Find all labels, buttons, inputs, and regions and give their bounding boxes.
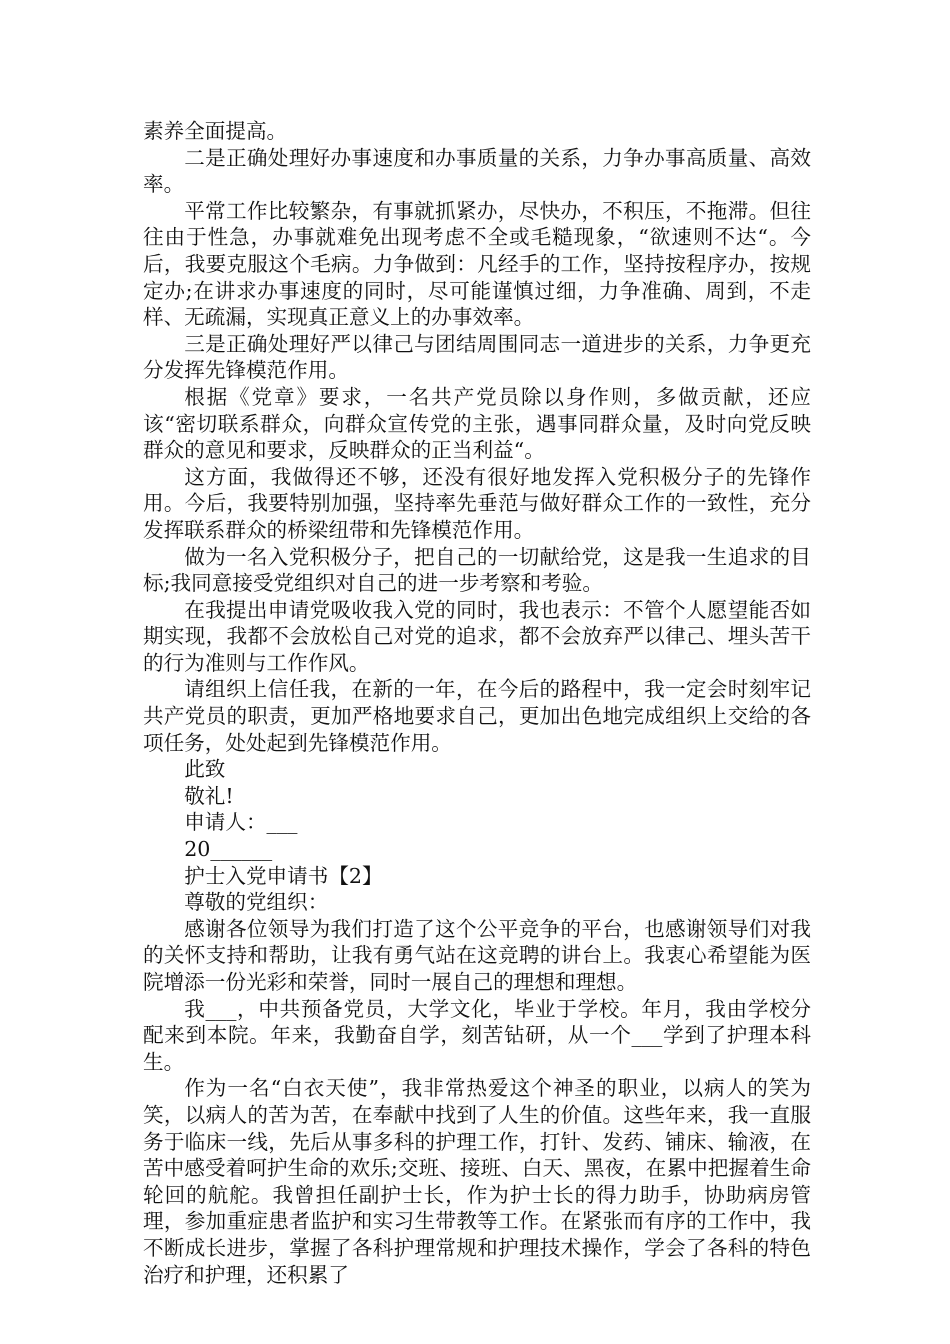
paragraph-12: 作为一名“白衣天使”，我非常热爱这个神圣的职业，以病人的笑为笑，以病人的苦为苦，在奉献中找到了人生的价值。这些年来，我一直服务于临床一线，先后从事多科的护理工作，打针、发药、铺床、输液，在苦中感受着呵护生命的欢乐;交班、接班、白天、黑夜，在累中把握着生命轮回的航舵。我曾担任副护士长，作为护士长的得力助手，协助病房管理，参加重症患者监护和实习生带教等工作。在紧张而有序的工作中，我不断成长进步，掌握了各科护理常规和护理技术操作，学会了各科的特色治疗和护理，还积累了 [143, 1076, 811, 1287]
salutation: 尊敬的党组织： [184, 890, 329, 915]
closing-line-2: 敬礼! [184, 783, 234, 808]
paragraph-11: 我___，中共预备党员，大学文化，毕业于学校。年月，我由学校分配来到本院。年来，我勤奋自学，刻苦钻研，从一个___学到了护理本科生。 [143, 996, 811, 1074]
paragraph-4: 三是正确处理好严以律己与团结周围同志一道进步的关系，力争更充分发挥先锋模范作用。 [143, 331, 811, 383]
closing-line-1: 此致 [184, 757, 226, 782]
date-line: 20______ [184, 837, 273, 862]
paragraph-2: 二是正确处理好办事速度和办事质量的关系，力争办事高质量、高效率。 [143, 145, 811, 197]
section-title: 护士入党申请书【2】 [184, 863, 383, 888]
applicant-line: 申请人：___ [184, 810, 298, 835]
paragraph-6: 这方面，我做得还不够，还没有很好地发挥入党积极分子的先锋作用。今后，我要特别加强，坚持率先垂范与做好群众工作的一致性，充分发挥联系群众的桥梁纽带和先锋模范作用。 [143, 464, 811, 542]
paragraph-8: 在我提出申请党吸收我入党的同时，我也表示：不管个人愿望能否如期实现，我都不会放松自己对党的追求，都不会放弃严以律己、埋头苦干的行为准则与工作作风。 [143, 597, 811, 675]
paragraph-1: 素养全面提高。 [143, 119, 288, 143]
paragraph-5: 根据《党章》要求，一名共产党员除以身作则，多做贡献，还应该“密切联系群众，向群众宣传党的主张，遇事同群众量，及时向党反映群众的意见和要求，反映群众的正当利益“。 [143, 384, 811, 463]
paragraph-9: 请组织上信任我，在新的一年，在今后的路程中，我一定会时刻牢记共产党员的职责，更加严格地要求自己，更加出色地完成组织上交给的各项任务，处处起到先锋模范作用。 [143, 677, 811, 755]
paragraph-10: 感谢各位领导为我们打造了这个公平竞争的平台，也感谢领导们对我的关怀支持和帮助，让我有勇气站在这竞聘的讲台上。我衷心希望能为医院增添一份光彩和荣誉，同时一展自己的理想和理想。 [143, 916, 811, 994]
document-body [143, 118, 811, 1288]
paragraph-7: 做为一名入党积极分子，把自己的一切献给党，这是我一生追求的目标;我同意接受党组织对自己的进一步考察和考验。 [143, 544, 811, 596]
paragraph-3: 平常工作比较繁杂，有事就抓紧办，尽快办，不积压，不拖滞。但往往由于性急，办事就难免出现考虑不全或毛糙现象，“欲速则不达“。今后，我要克服这个毛病。力争做到：凡经手的工作，坚持按程序办，按规定办;在讲求办事速度的同时，尽可能谨慎过细，力争准确、周到，不走样、无疏漏，实现真正意义上的办事效率。 [143, 198, 811, 330]
